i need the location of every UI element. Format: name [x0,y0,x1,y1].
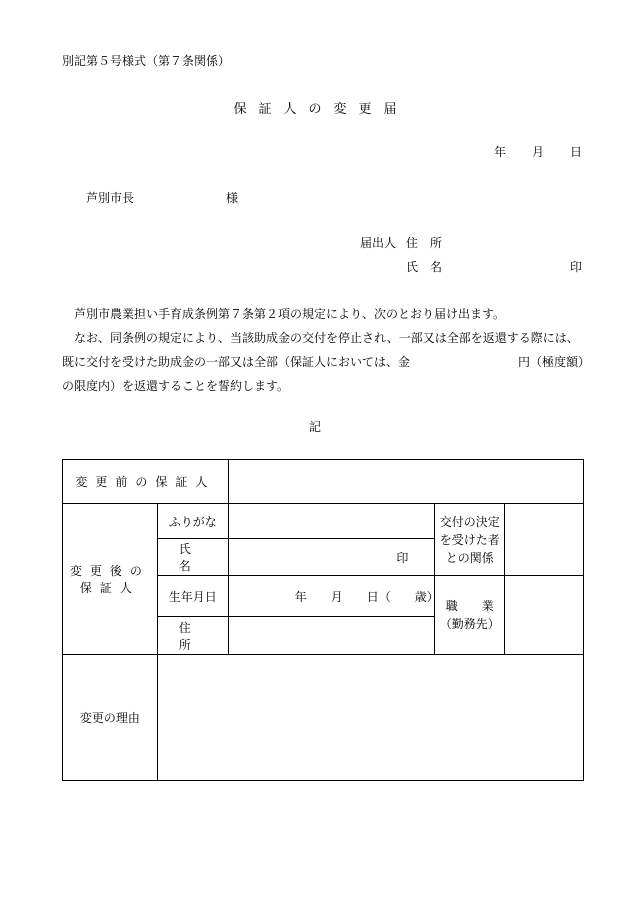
furigana-field[interactable] [228,504,435,539]
addressee-honorific: 様 [226,191,239,205]
relation-field[interactable] [505,504,584,576]
applicant-name-line [406,258,582,275]
date-month-label: 月 [531,145,544,159]
form-number-label: 別記第５号様式（第７条関係） [62,54,231,68]
applicant-address-line [360,234,442,251]
document-title: 保証人の変更届 [233,102,409,117]
addressee-mayor: 芦別市長 [86,191,135,205]
name-label: 氏 名 [157,539,228,576]
workplace-label-text: （勤務先） [439,617,500,631]
applicant-name-label: 氏 名 [406,260,443,274]
occupation-field[interactable] [505,576,584,655]
body-paragraph-2: なお、同条例の規定により、当該助成金の交付を停止され、一部又は全部を返還する際には、既に交付を受けた助成金の一部又は全部（保証人においては、金 円（極度額）の限度内）を返還することを誓約します。 [62,331,585,393]
occupation-label [435,576,505,655]
ki-heading: 記 [308,420,321,434]
occupation-label-text: 職 業 [445,599,494,613]
relation-label: 交付の決定を受けた者との関係 [435,504,505,576]
birthdate-label: 生年月日 [157,576,228,617]
birthdate-field[interactable]: 年 月 日（ 歳） [228,576,435,617]
address-label: 住 所 [157,617,228,655]
applicant-address-label: 住 所 [405,236,442,250]
body-paragraph-1: 芦別市農業担い手育成条例第７条第２項の規定により、次のとおり届け出ます。 [74,307,506,321]
name-field[interactable] [228,539,435,576]
addressee [86,189,238,206]
guarantor-change-table [62,459,584,781]
date-day-label: 日 [569,145,582,159]
reason-label: 変更の理由 [63,655,158,781]
before-guarantor-field[interactable] [228,460,583,504]
reason-field[interactable] [157,655,583,781]
furigana-label: ふりがな [157,504,228,539]
applicant-seal-mark: 印 [569,260,582,274]
after-guarantor-label: 変更後の保証人 [63,504,158,655]
date-year-label: 年 [493,145,506,159]
address-field[interactable] [228,617,435,655]
body-text [62,302,584,398]
before-guarantor-label: 変更前の保証人 [63,460,229,504]
name-seal-mark: 印 [396,550,409,565]
applicant-label: 届出人 [360,236,397,250]
date-line [494,143,582,160]
